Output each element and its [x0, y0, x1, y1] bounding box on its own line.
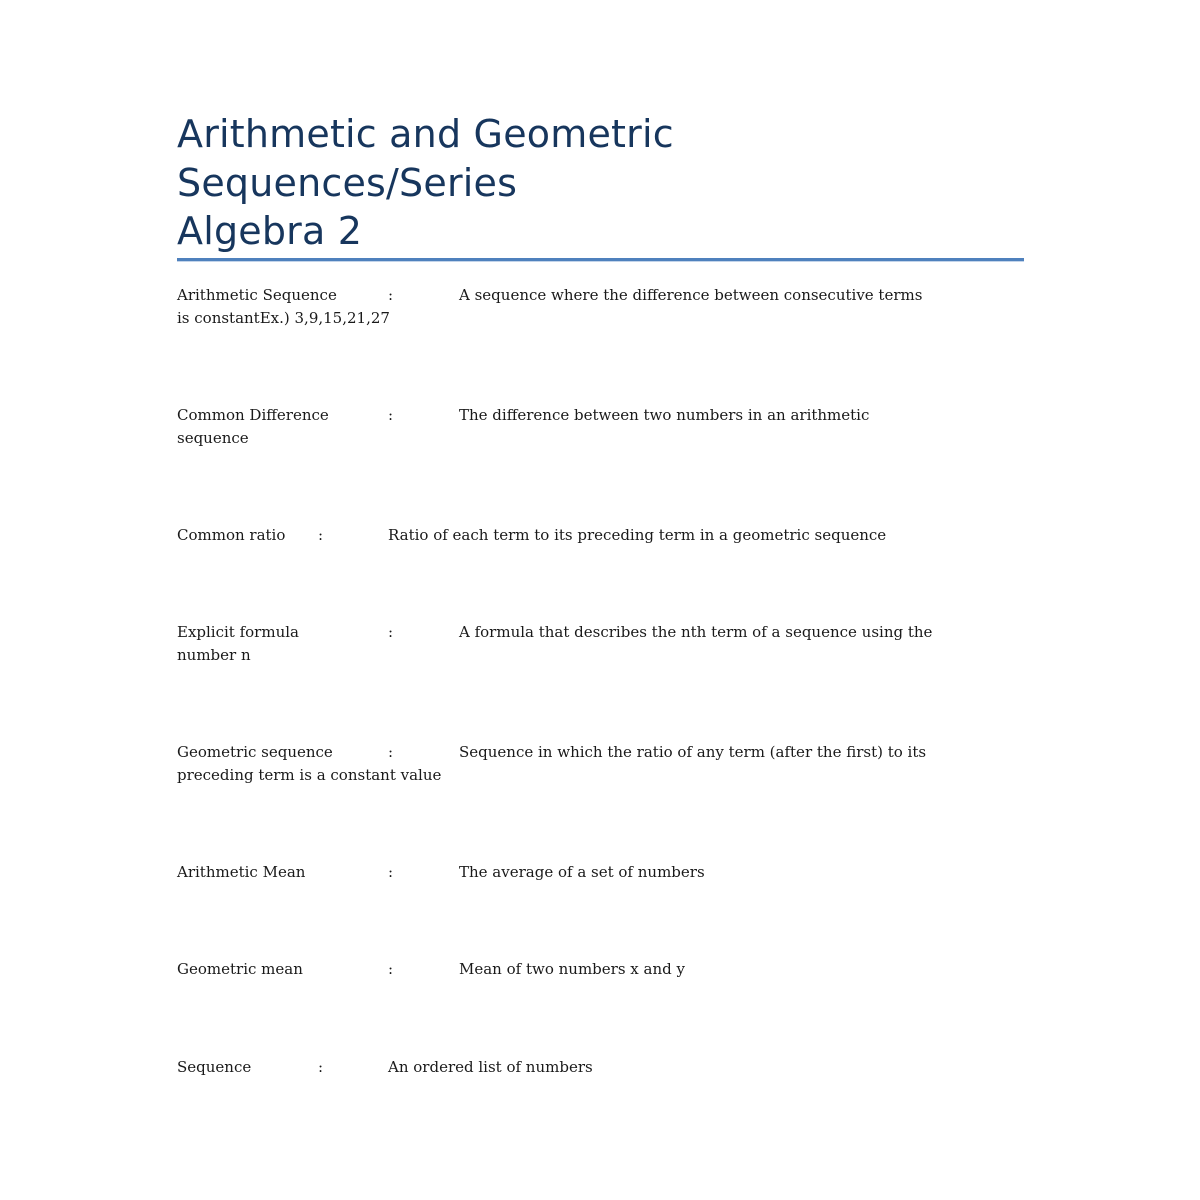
- glossary-entry-arithmetic-sequence: [177, 284, 1024, 329]
- entry-definition: Mean of two numbers x and y: [459, 960, 685, 978]
- document-title: [177, 110, 1024, 256]
- entry-term: Explicit formula: [177, 623, 299, 641]
- entry-separator: :: [388, 960, 394, 978]
- title-divider: [177, 258, 1024, 262]
- entry-definition: Sequence in which the ratio of any term (after the first) to its: [459, 743, 927, 761]
- entry-definition-continued: is constantEx.) 3,9,15,21,27: [177, 308, 390, 327]
- title-line-3: Algebra 2: [177, 209, 363, 253]
- glossary-entry-arithmetic-mean: [177, 861, 1024, 884]
- entry-separator: :: [388, 623, 394, 641]
- glossary-entry-common-difference: [177, 404, 1024, 449]
- entry-separator: :: [388, 863, 394, 881]
- entry-term: Sequence: [177, 1058, 252, 1076]
- entry-definition: The average of a set of numbers: [459, 863, 705, 881]
- entry-term: Geometric sequence: [177, 743, 333, 761]
- entry-term: Arithmetic Sequence: [177, 286, 337, 304]
- entry-definition: An ordered list of numbers: [388, 1058, 593, 1076]
- entry-term: Common Difference: [177, 406, 329, 424]
- title-line-1: Arithmetic and Geometric: [177, 112, 674, 156]
- entry-separator: :: [388, 743, 394, 761]
- entry-separator: :: [318, 526, 324, 544]
- glossary-entry-common-ratio: [177, 524, 1024, 547]
- entry-definition-continued: sequence: [177, 428, 249, 447]
- entry-definition: Ratio of each term to its preceding term in a geometric sequence: [388, 526, 887, 544]
- entry-definition-continued: number n: [177, 645, 251, 664]
- entry-separator: :: [318, 1058, 324, 1076]
- glossary-entry-sequence: [177, 1056, 1024, 1079]
- entry-definition-continued: preceding term is a constant value: [177, 765, 442, 784]
- entry-definition: A formula that describes the nth term of a sequence using the: [459, 623, 933, 641]
- entry-term: Common ratio: [177, 526, 286, 544]
- entry-definition: The difference between two numbers in an arithmetic: [459, 406, 870, 424]
- entry-separator: :: [388, 286, 394, 304]
- glossary-entry-explicit-formula: [177, 621, 1024, 666]
- glossary-entry-geometric-sequence: [177, 741, 1024, 786]
- glossary-entry-geometric-mean: [177, 958, 1024, 981]
- entry-term: Arithmetic Mean: [177, 863, 306, 881]
- entry-separator: :: [388, 406, 394, 424]
- entry-definition: A sequence where the difference between consecutive terms: [459, 286, 923, 304]
- entry-term: Geometric mean: [177, 960, 303, 978]
- title-line-2: Sequences/Series: [177, 160, 518, 205]
